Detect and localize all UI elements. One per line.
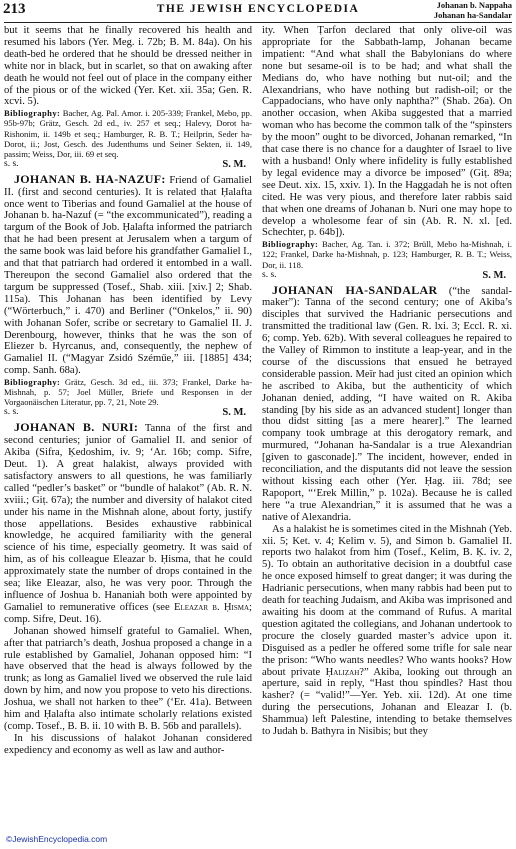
- header-rule: [4, 22, 512, 23]
- entry-paragraph: Johanan showed himself grateful to Gamaliel. When, after that patriarch’s death, Joshua proposed a change in a rule established by Gamaliel, Johanan opposed him: “I have observed that the head is always followed by the trunk; as long as Gamaliel lived we observed the rule laid down by him, and now you propose to veto his directions. Joshua, we shall not harken to thee” (‘Er. 41a). Between him and Ḥalafta also intimate scholarly relations existed (comp. Tosef., B. B. ii. 10 with B. B. 56b and parallels).: [4, 625, 252, 732]
- left-column: [4, 25, 252, 829]
- entry-johanan-b-nuri: [4, 422, 252, 625]
- signature-class: s. s.: [4, 407, 19, 418]
- bibliography: [4, 108, 252, 158]
- signature-initials: S. M.: [222, 158, 246, 170]
- author-signature: [4, 159, 252, 171]
- bibliography-label: Bibliography:: [4, 377, 61, 388]
- entry-paragraph: In his discussions of halakot Johanan considered expediency and economy as well as law and author-: [4, 732, 252, 756]
- entry-text: (“the sandal-maker”): Tanna of the second century; one of Akiba’s disciples that survived the Hadrianic persecutions and transmitted the traditional law (Gen. R. lxi. 3; Eccl. R. xi. 6; comp. Yeb. 62b). With several colleagues he repaired to the Valley of Rimmon to institute a leap-year, and in the course of the discussions that ensued he betrayed considerable passion. Meïr had just cited an opinion which he ascribed to Akiba, but the authenticity of which Johanan denied, adding, “I have waited on R. Akiba standing [by his side as an advanced student] longer than thou didst sitting [as a mere hearer].” The learned company took umbrage at this derogatory remark, and murmured, “Johanan ha-Sandalar is a true Alexandrian [given to gasconade].” The incident, however, ended in reconciliation, and the disputants did not leave the session without kissing each other (Yer. Ḥag. iii. 78d; see Rapoport, “‘Erek Millin,” p. 102a). Because he is called here “a true Alexandrian,” it is assumed that he was a native of Alexandria.: [262, 285, 512, 523]
- entry-johanan-ha-sandalar: [262, 282, 512, 524]
- signature-class: s. s.: [4, 158, 19, 169]
- continued-paragraph: ity. When Ṭarfon declared that only olive-oil was appropriate for the Sabbath-lamp, Johanan became impatient: “And what shall the Babylonians do where none but sesame-oil is to be had; and what shall the Medians do, who have nothing but nut-oil; and the Alexandrians, who have nothing but radish-oil; or the Cappadocians, who have only naphtha?” (Shab. 26a). On another occasion, when Akiba suggested that a married woman who has become the common talk of the “spinsters by the moon” ought to be divorced, Johanan remarked, “In that case there is no chance for a daughter of Israel to live with a husband! Only where infidelity is fully established by legal evidence may a divorce be imposed” (Giṭ. 89a; see Deut. xix. 15, xxiv. 1). In the Haggadah he is not often cited. He was very pious, and therefore later rabbis said that when one dreams of Johanan b. Nuri one may hope to develop a wholesome fear of sin (Ab. R. N. xl. [ed. Schechter, p. 64b]).: [262, 25, 512, 239]
- continued-paragraph: but it seems that he finally recovered his health and resumed his labors (Yer. Meg. i. 72b; B. M. 84a). On his death-bed he ordered that he should be dressed neither in white nor in black, but in scarlet, so that on awaking after death he would not feel out of place in the company either of the pious or of the wicked (Yer. Ket. xii. 35a; Gen. R. xcvi. 5).: [4, 25, 252, 108]
- signature-initials: S. M.: [482, 269, 506, 281]
- page-header: [0, 0, 516, 22]
- bibliography-text: Bacher, Ag. Tan. i. 372; Brüll, Mebo ha-Mishnah, i. 122; Frankel, Darke ha-Mishnah, p. 123; Hamburger, R. B. T.; Weiss, Dor, ii. 118.: [262, 239, 512, 270]
- copyright-footer: ©JewishEncyclopedia.com: [6, 834, 108, 844]
- guide-word-top: Johanan b. Nappaha: [436, 0, 512, 10]
- entry-johanan-ha-nazuf: [4, 171, 252, 377]
- signature-initials: S. M.: [222, 407, 246, 419]
- guide-word-bottom: Johanan ha-Sandalar: [433, 9, 512, 20]
- cross-reference-link[interactable]: Ḥaliẓah: [325, 666, 360, 678]
- entry-text: Tanna of the first and second centuries; junior of Gamaliel II. and senior of Akiba (Sifra, Ḳedoshim, iv. 9; ‘Ar. 16b; comp. Sifre, Deut. 1). A great halakist, always provided with satisfactory answers to all questions, he was familiarly called “pedler’s basket” or “bundle of halakot” (Ab. R. N. xviii.; Giṭ. 67a); the number and diversity of halakot cited under his name in the Mishnah alone, about forty, justify those appellations. Besides exhaustive rabbinical knowledge, he acquired familiarity with the general science of his time, especially geometry. It was said of him, as of his colleague Eleazar b. Ḥisma, that he could approximately state the number of drops contained in the sea; like Eleazar, also, he was very poor. Through the influence of Joshua b. Hananiah both were appointed by Gamaliel to remunerative offices (see: [4, 423, 252, 613]
- bibliography-text: Grätz, Gesch. 3d ed., iii. 373; Frankel, Darke ha-Mishnah, p. 57; Joel Müller, Briefe und Responsen in der Vorgaonäischen Literatur, pp. 7, 21, Note 29.: [4, 377, 252, 408]
- entry-paragraph: [262, 524, 512, 738]
- entry-text-continued: ; comp. Sifre, Deut. 16).: [4, 601, 252, 625]
- author-signature: [262, 270, 512, 282]
- entry-headword: JOHANAN B. NURI:: [14, 420, 139, 435]
- bibliography: [262, 239, 512, 269]
- guide-words: [434, 1, 512, 20]
- entry-headword: JOHANAN HA-SANDALAR: [272, 282, 438, 297]
- bibliography-label: Bibliography:: [4, 108, 61, 119]
- author-signature: [4, 407, 252, 419]
- entry-text: As a halakist he is sometimes cited in the Mishnah (Yeb. xii. 5; Ket. v. 4; Kelim v. 5), and Simon b. Gamaliel II. reports two halakot from him (Tosef., Kelim, B. Ḳ. iv. 2, 5). To obtain an authoritative decision in a doubtful case he once exposed himself to great danger; it was during the Hadrianic persecutions, when many rabbis had been put to death for teaching Judaism, and Akiba was imprisoned and awaiting his doom at the command of Rufus. A marital question agitated the collegians, and Johanan undertook to procure the closely guarded master’s advice upon it. Disguised as a pedler he offered some trifle for sale near the prison: “Who wants needles? Who wants hooks? How about private: [262, 523, 512, 678]
- entry-text-continued: ?” Akiba, looking out through an aperture, said in reply, “Hast thou spindles? Hast thou kasher? (= “valid!”—Yer. Yeb. xii. 12d). At one time during the persecutions, Johanan and Eleazar I. (b. Shammua) left Palestine, intending to betake themselves to Judah b. Bathyra in Nisibis; but they: [262, 666, 512, 738]
- cross-reference-link[interactable]: Eleazar b. Ḥisma: [173, 601, 250, 613]
- bibliography: [4, 377, 252, 407]
- entry-headword: JOHANAN B. HA-NAZUF:: [14, 171, 166, 186]
- signature-class: s. s.: [262, 269, 277, 280]
- running-title: THE JEWISH ENCYCLOPEDIA: [156, 3, 360, 15]
- bibliography-label: Bibliography:: [262, 239, 319, 250]
- bibliography-text: Bacher, Ag. Pal. Amor. i. 205-339; Frankel, Mebo, pp. 95b-97b; Grätz, Gesch. 2d ed., iv. 257 et seq.; Halevy, Dorot ha-Rishonim, ii. 149b et seq.; Hamburger, R. B. T.; Heilprin, Seder ha-Dorot, ii.; Jost, Gesch. des Judenthums und Seiner Sekten, ii. 149, passim; Weiss, Dor, iii. 69 et seq.: [4, 108, 252, 159]
- right-column: [262, 25, 512, 829]
- page-number: 213: [3, 1, 26, 17]
- entry-text: Friend of Gamaliel II. (first and second centuries). It is related that Ḥalafta once went to Tiberias and found Gamaliel at the house of Johanan b. ha-Nazuf (= “the excommunicated”), reading a targum of the Book of Job. Ḥalafta informed the patriarch that he had been present at Jerusalem when a targum of the same book was laid before his grandfather Gamaliel I., and that that patriarch had ordered it entombed in a wall. Thereupon the second Gamaliel also ordered that the targum be suppressed (Tosef., Shab. xiii. [xiv.] 2; Shab. 115a). This Johanan has been identified by Levy (“Wörterbuch,” i. 470) and Berliner (“Onkelos,” ii. 90) with Johanan Sofer, scribe or secretary to Gamaliel II. J. Derenbourg, however, thinks that he was the son of Eliezer b. Hyrcanus, and, consequently, the nephew of Gamaliel II. (“Magyar Zsidó Széműe,” iii. [1885] 434; comp. Sanh. 68a).: [4, 174, 252, 377]
